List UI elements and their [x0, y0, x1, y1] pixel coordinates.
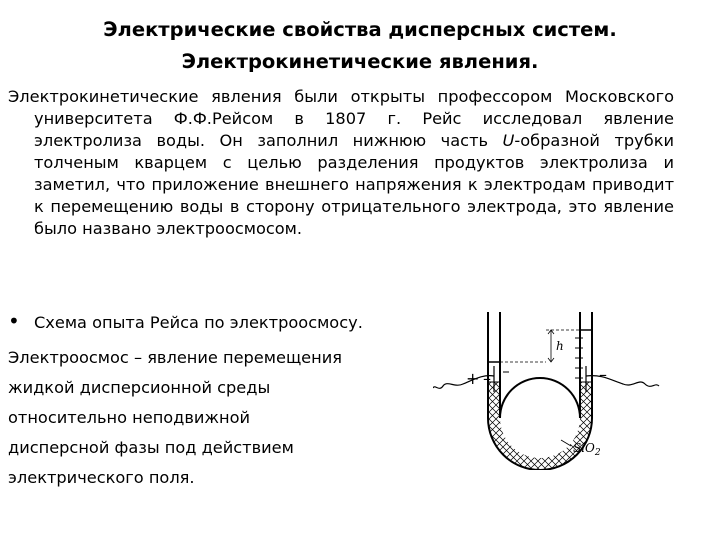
definition-line-1: Электроосмос – явление перемещения	[8, 348, 342, 367]
minus-left-sign: –	[483, 369, 491, 388]
bullet-dot-icon: •	[8, 309, 20, 333]
intro-u-letter: U	[502, 131, 515, 150]
u-tube-diagram	[433, 300, 688, 470]
slide-title	[0, 14, 720, 78]
definition-line-5: электрического поля.	[8, 468, 195, 487]
material-label: SiO$_2$	[573, 441, 601, 458]
definition-line-3: относительно неподвижной	[8, 408, 251, 427]
definition-line-2: жидкой дисперсионной среды	[8, 378, 271, 397]
plus-sign: +	[466, 369, 480, 388]
material-pointer	[561, 440, 571, 446]
intro-paragraph	[8, 86, 674, 240]
intro-text-end: -образной трубки толченым кварцем с целью разделения продуктов электролиза и заметил, что приложение внешнего напряжения к электродам приводит к перемещению воды в сторону отрицательного электрода, это явление было названо электроосмосом.	[34, 131, 675, 238]
bullet-item	[8, 310, 363, 334]
title-line-1: Электрические свойства дисперсных систем.	[103, 18, 617, 41]
bullet-text: Схема опыта Рейса по электроосмосу.	[34, 313, 363, 332]
quartz-filling	[488, 382, 592, 470]
reiss-experiment-diagram	[433, 300, 688, 470]
definition-block	[8, 343, 342, 493]
minus-right-sign: –	[599, 365, 607, 384]
tube-inner-wall	[500, 312, 580, 418]
height-label: h	[556, 339, 564, 353]
intro-text-start: Электрокинетические явления были открыты профессором Московского университета Ф.Ф.Рейсом в 1807 г. Рейс исследовал явление электролиза воды. Он заполнил нижнюю часть	[8, 87, 674, 150]
definition-line-4: дисперсной фазы под действием	[8, 438, 294, 457]
title-line-2: Электрокинетические явления.	[181, 50, 539, 73]
lead-right	[586, 376, 659, 387]
